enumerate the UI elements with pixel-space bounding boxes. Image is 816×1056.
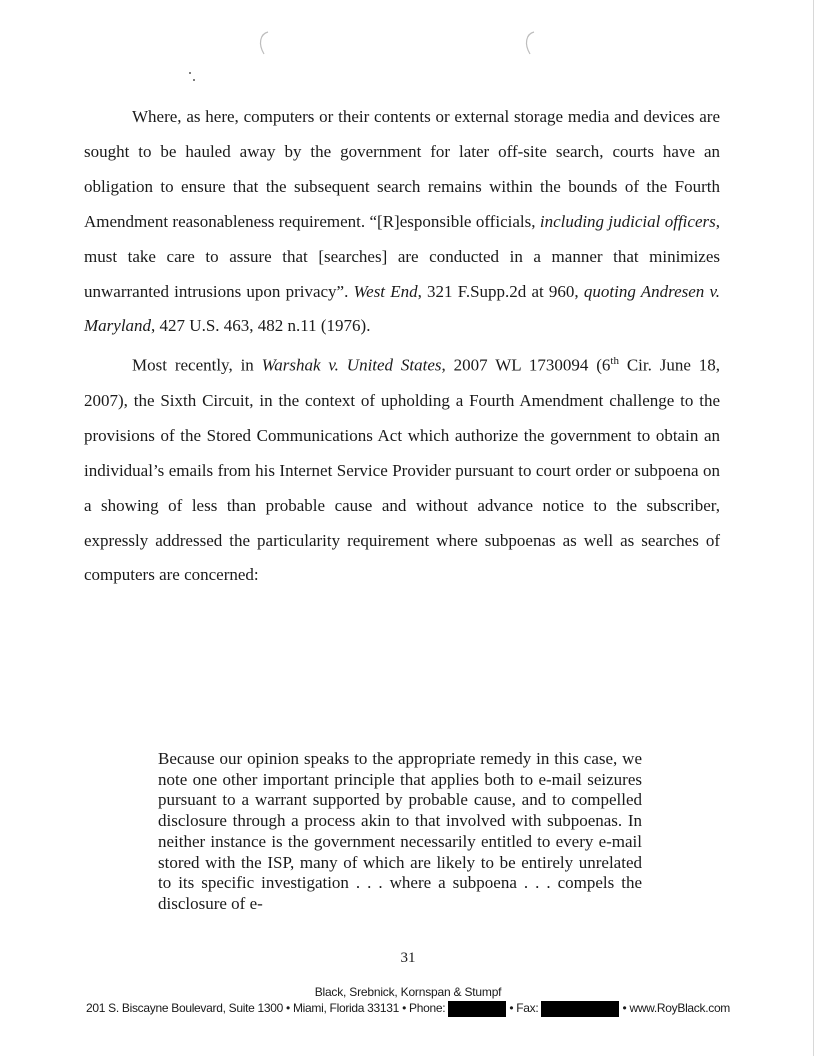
footer-address: 201 S. Biscayne Boulevard, Suite 1300 • Miami, Florida 33131 • Phone: [85, 1001, 446, 1016]
footer-website: • www.RoyBlack.com [622, 1001, 731, 1016]
footer-contact-line [0, 1001, 816, 1017]
letterhead-footer [0, 985, 816, 1017]
paragraph-west-end: Where, as here, computers or their contents or external storage media and devices are sought to be hauled away by the government for later off-site search, courts have an obligation to ensure that the subsequent search remains within the bounds of the Fourth Amendment reasonableness requirement. “[R]esponsible officials, including judicial officers, must take care to assure that [searches] are conducted in a manner that minimizes unwarranted intrusions upon privacy”. West End, 321 F.Supp.2d at 960, quoting Andresen v. Maryland, 427 U.S. 463, 482 n.11 (1976). [84, 107, 720, 336]
punch-hole-mark-icon [522, 30, 536, 56]
footer-fax-label: • Fax: [509, 1001, 539, 1016]
scan-edge-line [813, 0, 814, 1056]
fax-redaction [541, 1001, 619, 1017]
paragraph-warshak: Most recently, in Warshak v. United States, 2007 WL 1730094 (6th Cir. June 18, 2007), the Sixth Circuit, in the context of upholding a Fourth Amendment challenge to the provisions of the Stored Communications Act which authorize the government to obtain an individual’s emails from his Internet Service Provider pursuant to court order or subpoena on a showing of less than probable cause and without advance notice to the subscriber, expressly addressed the particularity requirement where subpoenas as well as searches of computers are concerned: [84, 355, 720, 585]
scan-speck [193, 79, 195, 81]
phone-redaction [448, 1001, 506, 1017]
body-text [84, 100, 720, 593]
page-number: 31 [400, 950, 416, 966]
punch-hole-mark-icon [256, 30, 270, 56]
scan-speck [189, 72, 191, 74]
firm-name: Black, Srebnick, Kornspan & Stumpf [314, 985, 502, 999]
block-quote: Because our opinion speaks to the appropriate remedy in this case, we note one other important principle that applies both to e-mail seizures pursuant to a warrant supported by probable cause, and to compelled disclosure through a process akin to that involved with subpoenas. In neither instance is the government necessarily entitled to every e-mail stored with the ISP, many of which are likely to be entirely unrelated to its specific investigation . . . where a subpoena . . . compels the disclosure of e- [158, 749, 642, 913]
